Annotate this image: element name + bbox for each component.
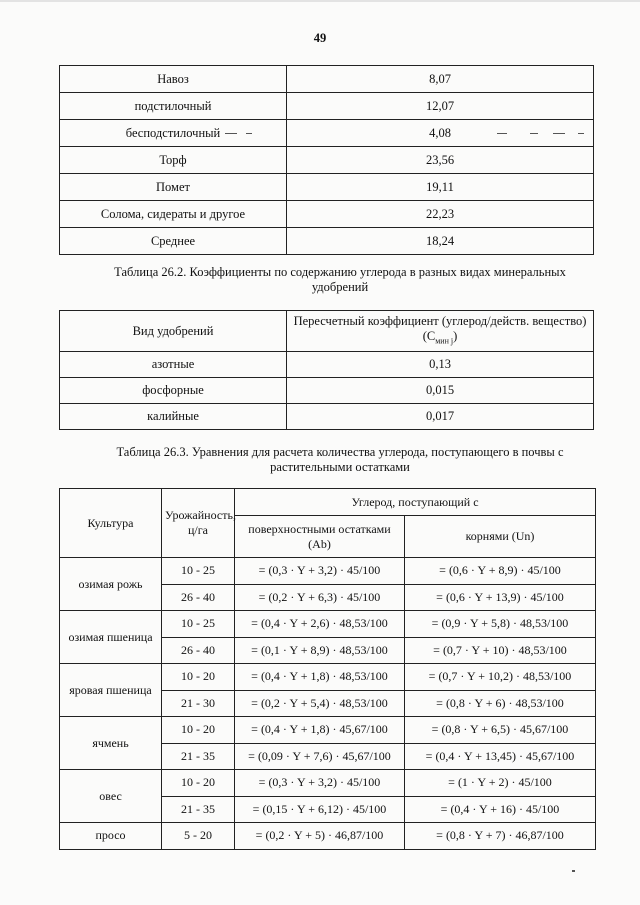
scan-mark <box>225 133 237 134</box>
header-coefficient-subscript: мин j <box>435 336 454 346</box>
table-row <box>60 228 594 255</box>
header-coefficient <box>287 311 594 352</box>
roots-equation: = (1 · Y + 2) · 45/100 <box>405 770 596 797</box>
yield-range: 21 - 30 <box>162 690 235 717</box>
surface-equation: = (0,3 · Y + 3,2) · 45/100 <box>235 770 405 797</box>
carbon-value: 22,23 <box>287 201 594 228</box>
table-row <box>60 770 596 797</box>
roots-equation: = (0,8 · Y + 6) · 48,53/100 <box>405 690 596 717</box>
culture-name: озимая пшеница <box>60 611 162 664</box>
header-roots: корнями (Un) <box>405 516 596 558</box>
surface-equation: = (0,15 · Y + 6,12) · 45/100 <box>235 796 405 823</box>
yield-range: 5 - 20 <box>162 823 235 850</box>
scan-mark <box>578 133 584 134</box>
scan-mark <box>572 870 575 872</box>
surface-equation: = (0,4 · Y + 2,6) · 48,53/100 <box>235 611 405 638</box>
roots-equation: = (0,7 · Y + 10) · 48,53/100 <box>405 637 596 664</box>
culture-name: просо <box>60 823 162 850</box>
table-row <box>60 717 596 744</box>
page-number: 49 <box>313 31 327 45</box>
table-row <box>60 823 596 850</box>
carbon-value: 12,07 <box>287 93 594 120</box>
culture-name: ячмень <box>60 717 162 770</box>
surface-equation: = (0,4 · Y + 1,8) · 45,67/100 <box>235 717 405 744</box>
yield-range: 26 - 40 <box>162 637 235 664</box>
table-row <box>60 378 594 404</box>
yield-range: 26 - 40 <box>162 584 235 611</box>
yield-range: 10 - 20 <box>162 664 235 691</box>
scan-mark <box>553 133 565 134</box>
culture-name: овес <box>60 770 162 823</box>
roots-equation: = (0,7 · Y + 10,2) · 48,53/100 <box>405 664 596 691</box>
surface-equation: = (0,2 · Y + 5,4) · 48,53/100 <box>235 690 405 717</box>
table-row <box>60 120 594 147</box>
header-culture: Культура <box>60 489 162 558</box>
scan-mark <box>497 133 507 134</box>
surface-equation: = (0,2 · Y + 6,3) · 45/100 <box>235 584 405 611</box>
table3-caption: Таблица 26.3. Уравнения для расчета количества углерода, поступающего в почвы с растительными остатками <box>116 445 564 474</box>
roots-equation: = (0,6 · Y + 13,9) · 45/100 <box>405 584 596 611</box>
table-row <box>60 66 594 93</box>
carbon-value: 19,11 <box>287 174 594 201</box>
yield-range: 10 - 25 <box>162 558 235 585</box>
scan-mark <box>246 133 252 134</box>
table-row <box>60 174 594 201</box>
table-row <box>60 404 594 430</box>
table-mineral-fertilizers <box>59 310 594 430</box>
fertilizer-type: азотные <box>60 352 287 378</box>
table-row <box>60 352 594 378</box>
header-surface-residue: поверхностными остатками (Ab) <box>235 516 405 558</box>
surface-equation: = (0,2 · Y + 5) · 46,87/100 <box>235 823 405 850</box>
yield-range: 10 - 20 <box>162 717 235 744</box>
surface-equation: = (0,1 · Y + 8,9) · 48,53/100 <box>235 637 405 664</box>
yield-range: 21 - 35 <box>162 796 235 823</box>
table-row <box>60 664 596 691</box>
roots-equation: = (0,8 · Y + 7) · 46,87/100 <box>405 823 596 850</box>
culture-name: озимая рожь <box>60 558 162 611</box>
roots-equation: = (0,4 · Y + 13,45) · 45,67/100 <box>405 743 596 770</box>
header-yield: Урожайность, ц/га <box>162 489 235 558</box>
table-row <box>60 147 594 174</box>
roots-equation: = (0,9 · Y + 5,8) · 48,53/100 <box>405 611 596 638</box>
carbon-value: 8,07 <box>287 66 594 93</box>
surface-equation: = (0,09 · Y + 7,6) · 45,67/100 <box>235 743 405 770</box>
coefficient-value: 0,017 <box>287 404 594 430</box>
carbon-value: 18,24 <box>287 228 594 255</box>
fertilizer-type: калийные <box>60 404 287 430</box>
yield-range: 21 - 35 <box>162 743 235 770</box>
fertilizer-name: Навоз <box>60 66 287 93</box>
header-coefficient-text: Пересчетный коэффициент (углерод/действ. вещество) (C <box>293 313 587 343</box>
table-row <box>60 93 594 120</box>
table-organic-fertilizers <box>59 65 594 255</box>
table2-caption: Таблица 26.2. Коэффициенты по содержанию углерода в разных видах минеральных удобрений <box>114 265 566 294</box>
fertilizer-name: подстилочный <box>60 93 287 120</box>
fertilizer-name: Помет <box>60 174 287 201</box>
table-row <box>60 558 596 585</box>
yield-range: 10 - 25 <box>162 611 235 638</box>
table-row <box>60 201 594 228</box>
header-fertilizer-type: Вид удобрений <box>60 311 287 352</box>
table-carbon-equations <box>59 488 596 850</box>
roots-equation: = (0,4 · Y + 16) · 45/100 <box>405 796 596 823</box>
carbon-value: 4,08 <box>287 120 594 147</box>
coefficient-value: 0,13 <box>287 352 594 378</box>
fertilizer-name: Среднее <box>60 228 287 255</box>
fertilizer-type: фосфорные <box>60 378 287 404</box>
fertilizer-name: Солома, сидераты и другое <box>60 201 287 228</box>
carbon-value: 23,56 <box>287 147 594 174</box>
surface-equation: = (0,4 · Y + 1,8) · 48,53/100 <box>235 664 405 691</box>
roots-equation: = (0,8 · Y + 6,5) · 45,67/100 <box>405 717 596 744</box>
table-row <box>60 611 596 638</box>
header-coefficient-close: ) <box>453 328 458 343</box>
fertilizer-name: бесподстилочный <box>60 120 287 147</box>
scan-mark <box>530 133 538 134</box>
scan-top-edge <box>0 0 640 2</box>
coefficient-value: 0,015 <box>287 378 594 404</box>
yield-range: 10 - 20 <box>162 770 235 797</box>
roots-equation: = (0,6 · Y + 8,9) · 45/100 <box>405 558 596 585</box>
culture-name: яровая пшеница <box>60 664 162 717</box>
surface-equation: = (0,3 · Y + 3,2) · 45/100 <box>235 558 405 585</box>
header-carbon: Углерод, поступающий с <box>235 489 596 516</box>
fertilizer-name: Торф <box>60 147 287 174</box>
